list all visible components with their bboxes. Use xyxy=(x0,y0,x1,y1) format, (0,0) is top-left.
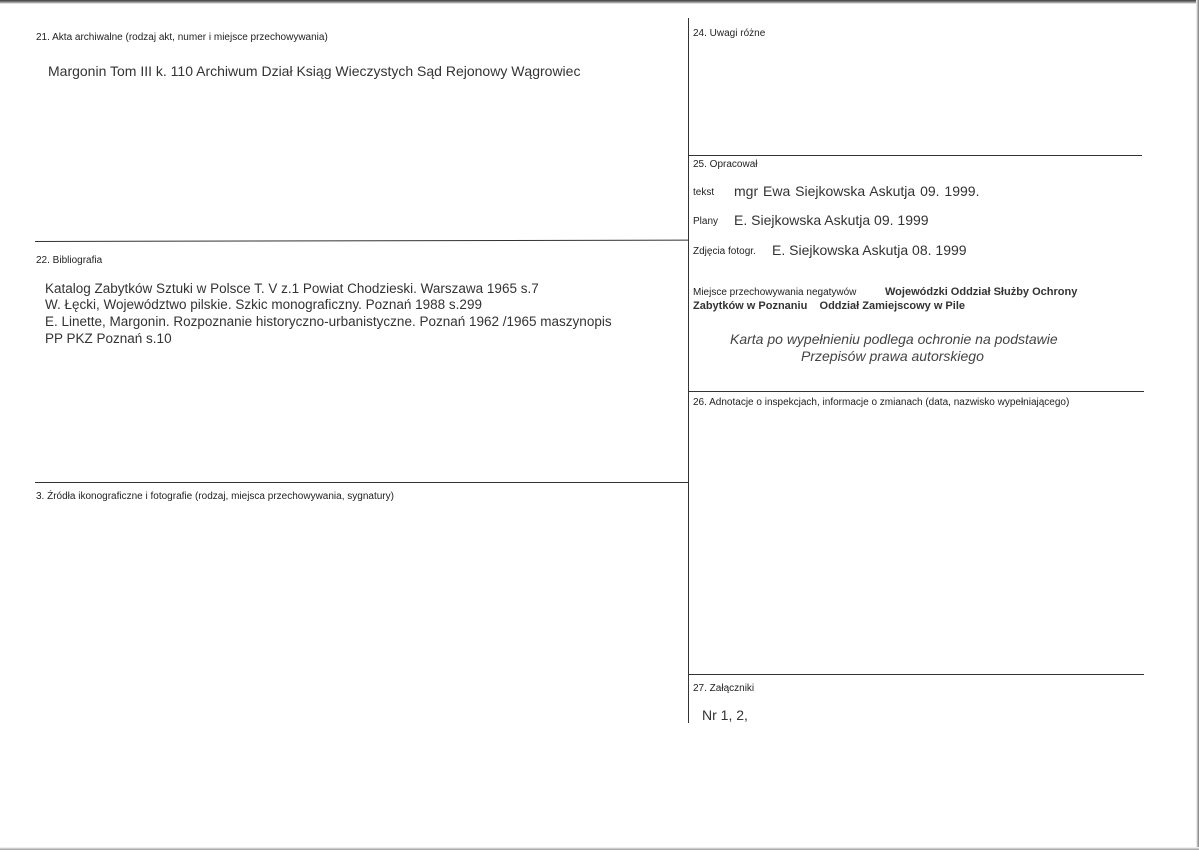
section-25-label: 25. Opracował xyxy=(693,159,758,170)
divider-21-22 xyxy=(35,240,688,242)
bibliography-line-3: E. Linette, Margonin. Rozpoznanie historyczno-urbanistyczne. Poznań 1962 /1965 maszynopis xyxy=(45,314,612,329)
divider-26-27 xyxy=(688,674,1144,675)
bibliography-line-2: W. Łęcki, Województwo pilskie. Szkic monograficzny. Poznań 1988 s.299 xyxy=(45,297,482,312)
copyright-note-line-2: Przepisów prawa autorskiego xyxy=(801,348,984,364)
divider-25-26 xyxy=(688,391,1144,392)
bibliography-line-4: PP PKZ Poznań s.10 xyxy=(45,331,172,346)
divider-22-3 xyxy=(35,482,688,483)
divider-24-25 xyxy=(688,155,1142,156)
tekst-label: tekst xyxy=(693,187,715,198)
section-27-value: Nr 1, 2, xyxy=(702,707,748,723)
plany-label: Plany xyxy=(693,216,719,227)
section-22-label: 22. Bibliografia xyxy=(36,255,103,266)
plany-value: E. Siejkowska Askutja 09. 1999 xyxy=(734,212,929,228)
section-24-label: 24. Uwagi różne xyxy=(693,28,766,39)
section-26-label: 26. Adnotacje o inspekcjach, informacje o zmianach (data, nazwisko wypełniającego) xyxy=(693,397,1070,408)
section-3-label: 3. Źródła ikonograficzne i fotografie (rodzaj, miejsca przechowywania, sygnatury) xyxy=(36,491,394,502)
page-edge-top xyxy=(0,0,1199,4)
column-divider xyxy=(688,18,689,723)
negatives-location-value-1: Wojewódzki Oddział Służby Ochrony xyxy=(885,286,1078,298)
section-27-label: 27. Załączniki xyxy=(693,683,755,694)
section-21-value: Margonin Tom III k. 110 Archiwum Dział Ksiąg Wieczystych Sąd Rejonowy Wągrowiec xyxy=(48,63,581,79)
copyright-note-line-1: Karta po wypełnieniu podlega ochronie na podstawie xyxy=(730,331,1058,347)
zdjecia-value: E. Siejkowska Askutja 08. 1999 xyxy=(772,242,967,258)
tekst-value: mgr Ewa Siejkowska Askutja 09. 1999. xyxy=(734,183,980,199)
section-21-label: 21. Akta archiwalne (rodzaj akt, numer i miejsce przechowywania) xyxy=(36,32,328,43)
bibliography-line-1: Katalog Zabytków Sztuki w Polsce T. V z.1 Powiat Chodzieski. Warszawa 1965 s.7 xyxy=(45,281,539,296)
zdjecia-label: Zdjęcia fotogr. xyxy=(693,246,756,257)
negatives-location-value-2: Zabytków w Poznaniu Oddział Zamiejscowy w Pile xyxy=(693,300,966,312)
negatives-location-label: Miejsce przechowywania negatywów xyxy=(693,287,857,298)
